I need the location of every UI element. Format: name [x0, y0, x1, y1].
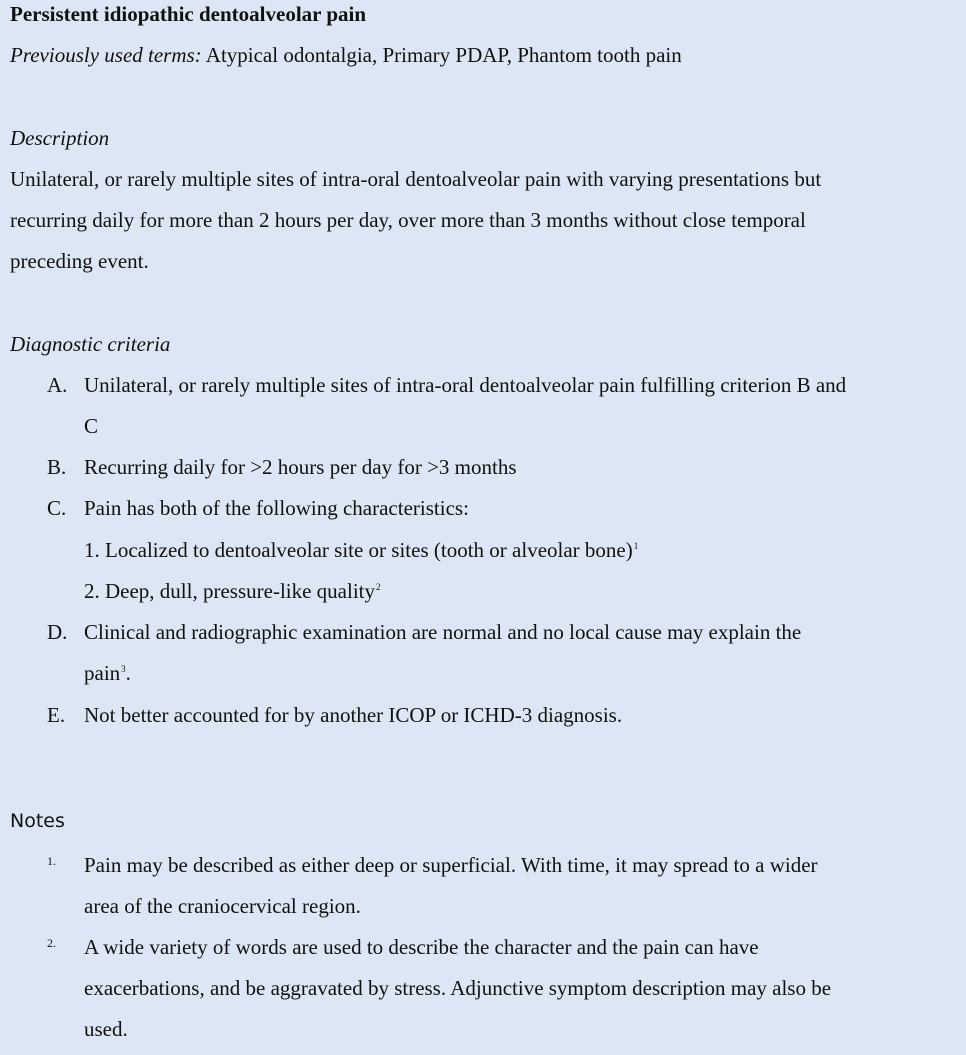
criterion-text: Unilateral, or rarely multiple sites of intra-oral dentoalveolar pain fulfilling criterion B and — [84, 373, 847, 397]
criterion-text: C — [84, 414, 99, 438]
note-marker: 2. — [47, 936, 56, 950]
criterion-text — [84, 663, 131, 684]
criterion-sub-item-text: 1. Localized to dentoalveolar site or sites (tooth or alveolar bone) — [84, 538, 633, 562]
criterion-sub-item — [84, 581, 381, 602]
criterion-text: Clinical and radiographic examination are normal and no local cause may explain the — [84, 620, 802, 644]
description-heading: Description — [10, 126, 110, 150]
note-reference: 3 — [121, 664, 126, 674]
note-text: A wide variety of words are used to describe the character and the pain can have — [84, 935, 759, 959]
notes-heading: Notes — [10, 810, 65, 832]
criterion-marker: E. — [47, 703, 66, 727]
criteria-heading: Diagnostic criteria — [10, 332, 171, 356]
description-line: preceding event. — [10, 249, 149, 273]
note-text: used. — [84, 1017, 128, 1041]
criterion-sub-item-text: 2. Deep, dull, pressure-like quality — [84, 579, 376, 603]
criterion-text-tail: pain — [84, 661, 121, 685]
criterion-text: Pain has both of the following characteristics: — [84, 496, 469, 520]
previous-terms-label: Previously used terms: — [10, 43, 202, 67]
previous-terms — [10, 45, 682, 66]
criterion-sub-item — [84, 540, 638, 561]
criterion-marker: A. — [47, 373, 68, 397]
note-text: area of the craniocervical region. — [84, 894, 361, 918]
criterion-text: Not better accounted for by another ICOP or ICHD-3 diagnosis. — [84, 703, 623, 727]
criterion-text-suffix: . — [125, 661, 131, 685]
previous-terms-text: Atypical odontalgia, Primary PDAP, Phantom tooth pain — [201, 43, 682, 67]
description-line: recurring daily for more than 2 hours per day, over more than 3 months without close temporal — [10, 208, 806, 232]
description-line: Unilateral, or rarely multiple sites of intra-oral dentoalveolar pain with varying presentations but — [10, 167, 822, 191]
criterion-marker: B. — [47, 455, 67, 479]
document-title: Persistent idiopathic dentoalveolar pain — [10, 2, 367, 26]
note-reference: 1 — [633, 541, 639, 551]
note-text: Pain may be described as either deep or superficial. With time, it may spread to a wider — [84, 853, 818, 877]
criterion-marker: C. — [47, 496, 67, 520]
note-text: exacerbations, and be aggravated by stress. Adjunctive symptom description may also be — [84, 976, 832, 1000]
note-reference: 2 — [376, 582, 381, 592]
note-marker: 1. — [47, 854, 56, 868]
criterion-text: Recurring daily for >2 hours per day for >3 months — [84, 455, 517, 479]
criterion-marker: D. — [47, 620, 68, 644]
